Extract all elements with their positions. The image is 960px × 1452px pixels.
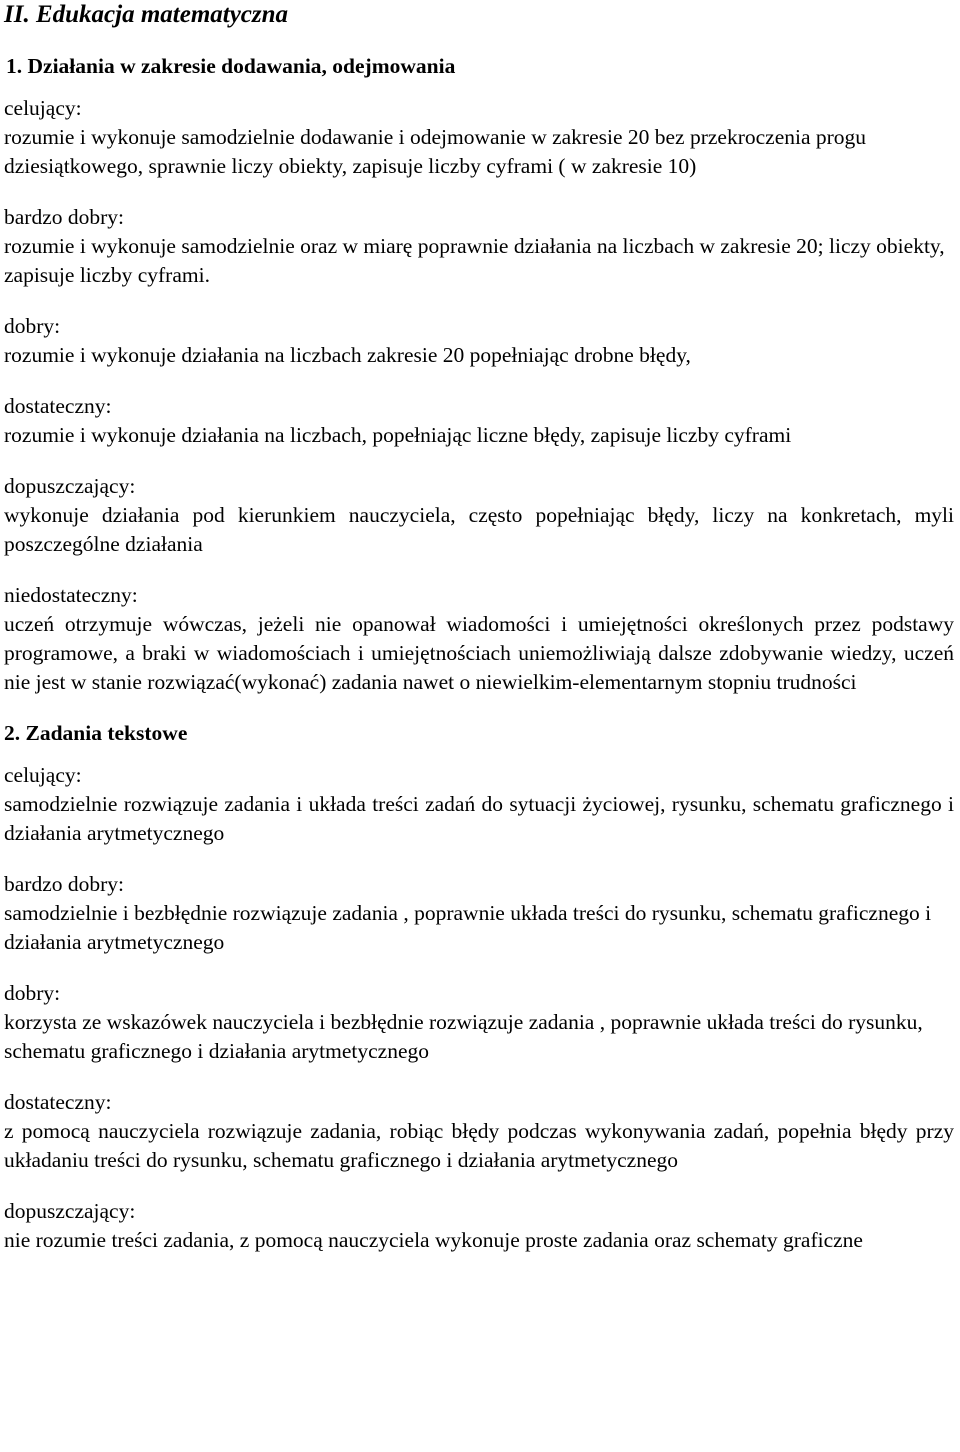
grade-description: korzysta ze wskazówek nauczyciela i bezbłędnie rozwiązuje zadania , poprawnie układa treści do rysunku, schematu graficznego i działania arytmetycznego — [4, 1010, 923, 1063]
grade-celujacy — [4, 761, 954, 848]
grade-dostateczny — [4, 392, 954, 450]
grade-label: celujący: — [4, 763, 82, 787]
grade-dobry — [4, 312, 954, 370]
grade-description: rozumie i wykonuje działania na liczbach zakresie 20 popełniając drobne błędy, — [4, 343, 691, 367]
grade-dostateczny — [4, 1088, 954, 1175]
section-number: 1. — [6, 54, 23, 78]
grade-description: samodzielnie i bezbłędnie rozwiązuje zadania , poprawnie układa treści do rysunku, schematu graficznego i działania arytmetycznego — [4, 901, 932, 954]
grade-description: nie rozumie treści zadania, z pomocą nauczyciela wykonuje proste zadania oraz schematy graficzne — [4, 1228, 863, 1252]
grade-label: dostateczny: — [4, 394, 112, 418]
section-title-text: Zadania tekstowe — [20, 721, 188, 745]
grade-label: dobry: — [4, 314, 61, 338]
section-title — [4, 52, 954, 94]
grade-description: rozumie i wykonuje samodzielnie oraz w miarę poprawnie działania na liczbach w zakresie 20; liczy obiekty, zapisuje liczby cyframi. — [4, 234, 945, 287]
section-1 — [4, 52, 954, 697]
grade-description: samodzielnie rozwiązuje zadania i układa treści zadań do sytuacji życiowej, rysunku, schematu graficznego i działania arytmetycznego — [4, 792, 954, 845]
grade-label: bardzo dobry: — [4, 872, 125, 896]
grade-celujacy — [4, 94, 954, 181]
grade-label: dostateczny: — [4, 1090, 112, 1114]
grade-dobry — [4, 979, 954, 1066]
grade-description: rozumie i wykonuje samodzielnie dodawanie i odejmowanie w zakresie 20 bez przekroczenia progu dziesiątkowego, sprawnie liczy obiekty, zapisuje liczby cyframi ( w zakresie 10) — [4, 125, 867, 178]
grade-niedostateczny — [4, 581, 954, 697]
grade-label: celujący: — [4, 96, 82, 120]
grade-description: uczeń otrzymuje wówczas, jeżeli nie opanował wiadomości i umiejętności określonych przez podstawy programowe, a braki w wiadomościach i umiejętnościach uniemożliwiają dalsze zdobywanie wiedzy, uczeń nie jest w stanie rozwiązać(wykonać) zadania nawet o niewielkim-elementarnym stopniu trudności — [4, 612, 954, 694]
grade-description: wykonuje działania pod kierunkiem nauczyciela, często popełniając błędy, liczy na konkretach, myli poszczególne działania — [4, 503, 954, 556]
grade-label: dopuszczający: — [4, 474, 136, 498]
section-2 — [4, 719, 954, 1255]
section-title — [4, 719, 954, 761]
grade-label: dobry: — [4, 981, 61, 1005]
grade-dopuszczajacy — [4, 1197, 954, 1255]
grade-description: z pomocą nauczyciela rozwiązuje zadania, robiąc błędy podczas wykonywania zadań, popełnia błędy przy układaniu treści do rysunku, schematu graficznego i działania arytmetycznego — [4, 1119, 954, 1172]
grade-label: niedostateczny: — [4, 583, 138, 607]
grade-label: bardzo dobry: — [4, 205, 125, 229]
chapter-title: II. Edukacja matematyczna — [4, 1, 289, 28]
section-number: 2. — [4, 721, 21, 745]
grade-dopuszczajacy — [4, 472, 954, 559]
grade-bardzo-dobry — [4, 870, 954, 957]
section-title-text: Działania w zakresie dodawania, odejmowania — [22, 54, 456, 78]
grade-description: rozumie i wykonuje działania na liczbach, popełniając liczne błędy, zapisuje liczby cyframi — [4, 423, 792, 447]
grade-label: dopuszczający: — [4, 1199, 136, 1223]
grade-bardzo-dobry — [4, 203, 954, 290]
